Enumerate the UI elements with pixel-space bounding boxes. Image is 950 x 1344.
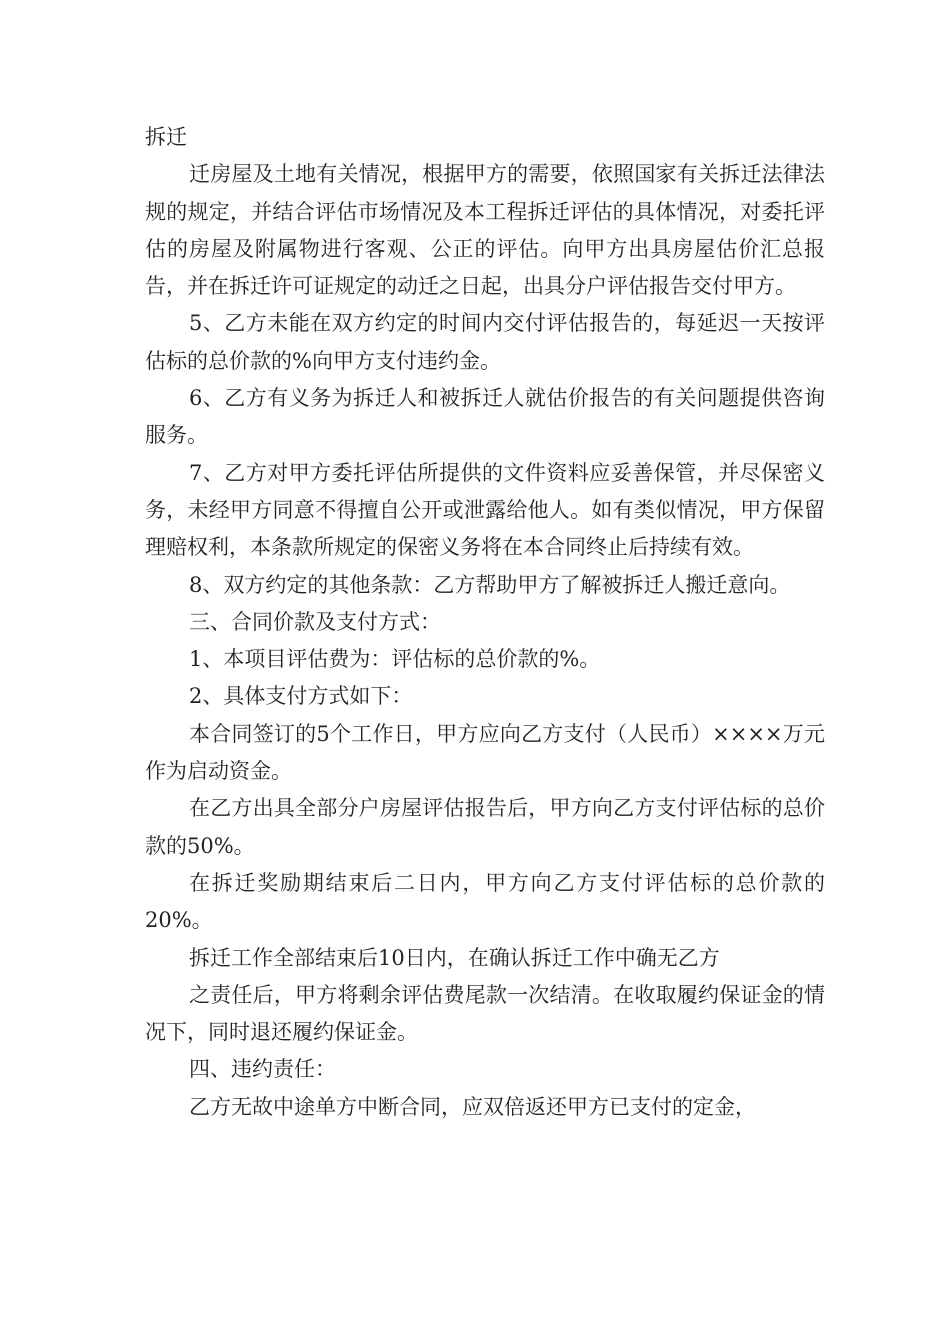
paragraph-final-payment-rest: 之责任后，甲方将剩余评估费尾款一次结清。在收取履约保证金的情况下，同时退还履约保证金。 — [145, 982, 825, 1045]
paragraph-startup-payment: 本合同签订的5个工作日，甲方应向乙方支付（人民币）××××万元作为启动资金。 — [145, 721, 825, 784]
paragraph-clause-8: 8、双方约定的其他条款：乙方帮助甲方了解被拆迁人搬迁意向。 — [189, 572, 791, 597]
paragraph-clause-6: 6、乙方有义务为拆迁人和被拆迁人就估价报告的有关问题提供咨询服务。 — [145, 386, 825, 448]
document-body — [145, 119, 825, 1126]
paragraph-payment-20: 在拆迁奖励期结束后二日内，甲方向乙方支付评估标的总价款的20%。 — [145, 870, 825, 933]
paragraph-assessment-scope: 迁房屋及土地有关情况，根据甲方的需要，依照国家有关拆迁法律法规的规定，并结合评估市场情况及本工程拆迁评估的具体情况，对委托评估的房屋及附属物进行客观、公正的评估。向甲方出具房屋估价汇总报告，并在拆迁许可证规定的动迁之日起，出具分户评估报告交付甲方。 — [145, 162, 825, 299]
paragraph-breach-clause: 乙方无故中途单方中断合同，应双倍返还甲方已支付的定金， — [189, 1094, 756, 1119]
section-heading-price-payment: 三、合同价款及支付方式： — [189, 609, 441, 634]
section-heading-breach: 四、违约责任： — [189, 1057, 336, 1082]
paragraph-clause-7: 7、乙方对甲方委托评估所提供的文件资料应妥善保管，并尽保密义务，未经甲方同意不得擅自公开或泄露给他人。如有类似情况，甲方保留理赔权利，本条款所规定的保密义务将在本合同终止后持续有效。 — [145, 460, 825, 560]
paragraph-fee-clause-2: 2、具体支付方式如下： — [189, 684, 413, 709]
paragraph-heading-fragment: 拆迁 — [145, 125, 187, 149]
paragraph-fee-clause-1: 1、本项目评估费为：评估标的总价款的%。 — [189, 647, 601, 672]
paragraph-final-payment-start: 拆迁工作全部结束后10日内，在确认拆迁工作中确无乙方 — [189, 945, 720, 970]
paragraph-payment-50: 在乙方出具全部分户房屋评估报告后，甲方向乙方支付评估标的总价款的50%。 — [145, 796, 825, 858]
paragraph-clause-5: 5、乙方未能在双方约定的时间内交付评估报告的，每延迟一天按评估标的总价款的%向甲方支付违约金。 — [145, 311, 825, 373]
